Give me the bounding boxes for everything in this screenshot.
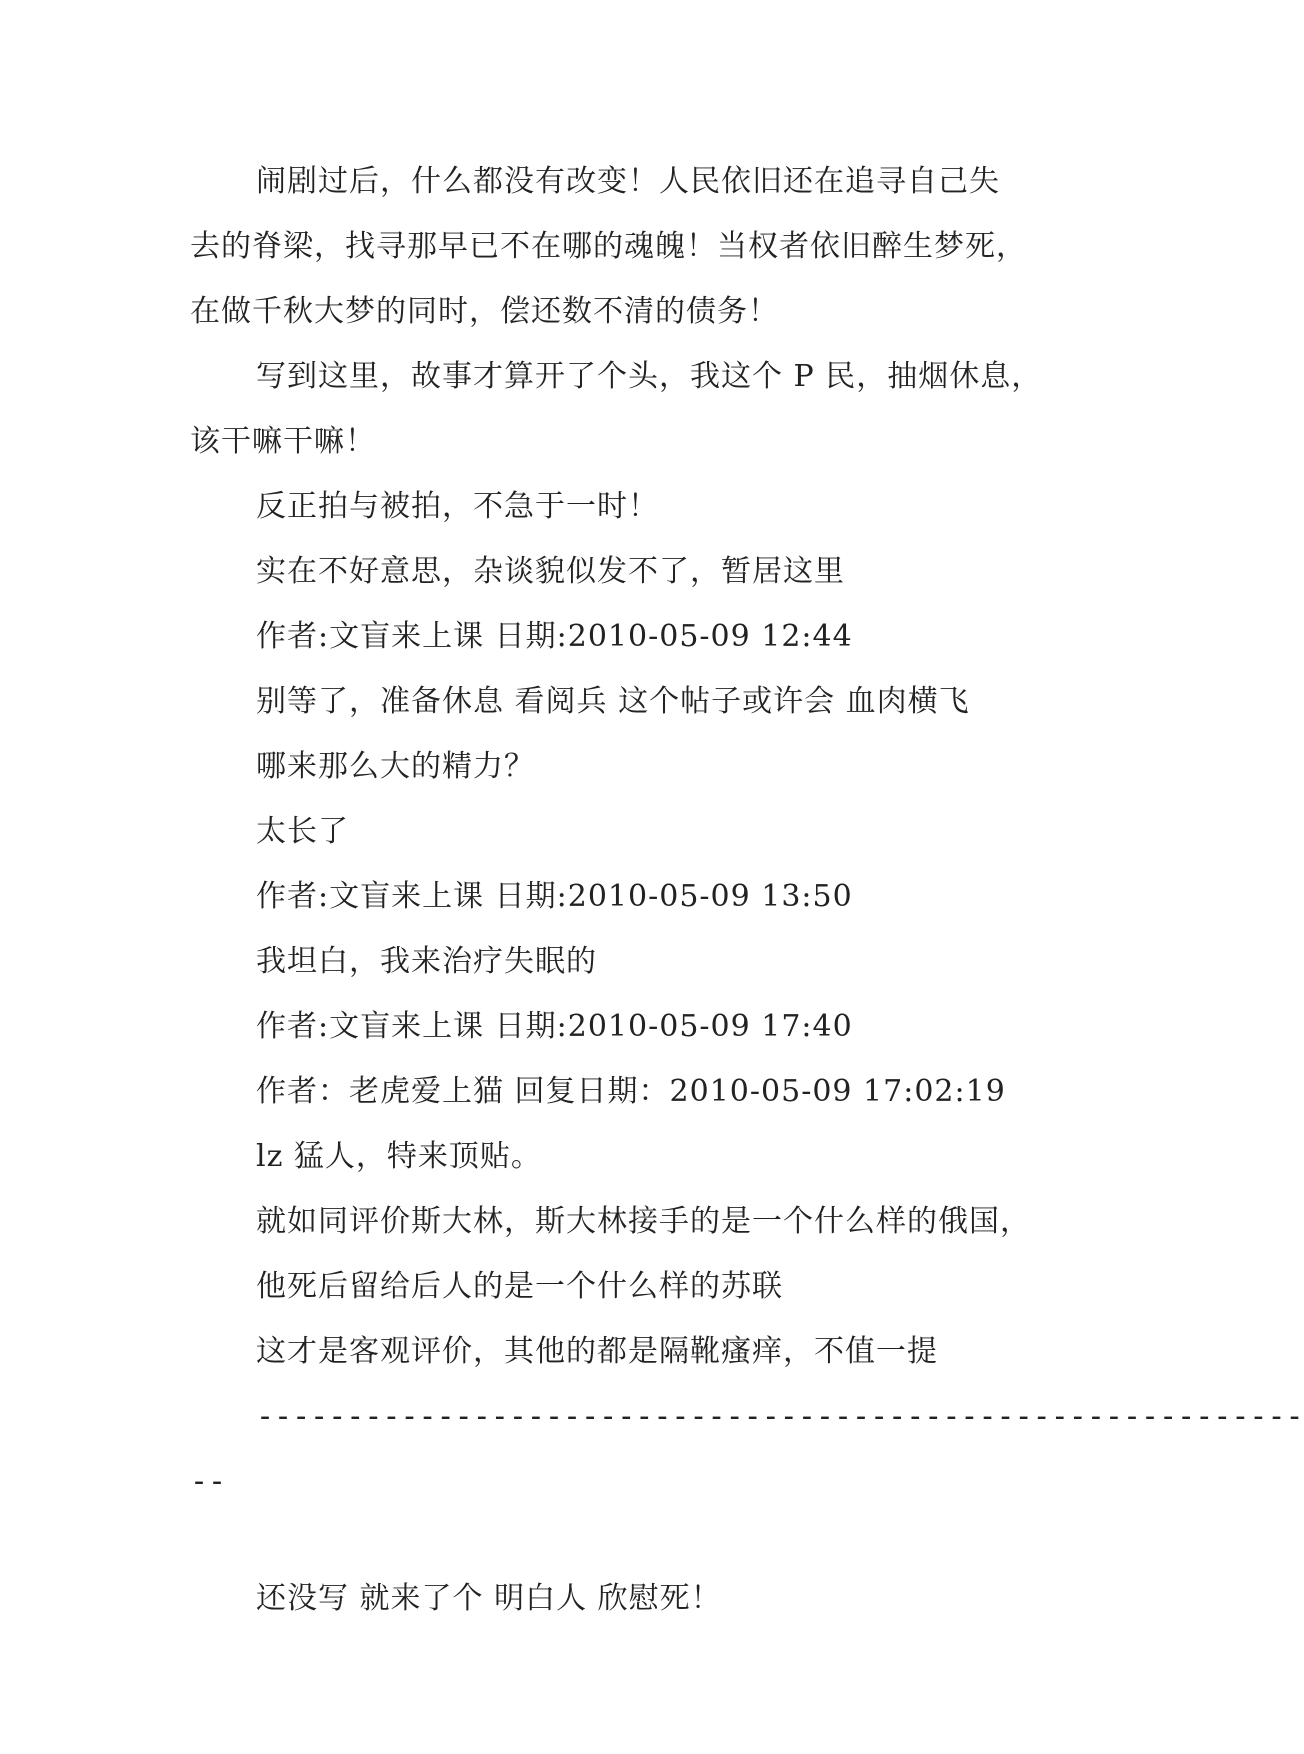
post-meta-line: 作者:文盲来上课 日期:2010-05-09 17:40 <box>256 1009 853 1044</box>
paragraph-line: lz 猛人，特来顶贴。 <box>256 1139 542 1174</box>
blank-gap <box>190 1514 1070 1566</box>
paragraph-line: 别等了，准备休息 看阅兵 这个帖子或许会 血肉横飞 <box>256 684 970 719</box>
post-meta-line: 作者:文盲来上课 日期:2010-05-09 13:50 <box>256 879 853 914</box>
paragraph-line: 在做千秋大梦的同时，偿还数不清的债务！ <box>190 294 779 329</box>
paragraph-line: 实在不好意思，杂谈貌似发不了，暂居这里 <box>256 554 845 589</box>
post-meta-line: 作者:文盲来上课 日期:2010-05-09 12:44 <box>256 619 853 654</box>
paragraph-line: 我坦白，我来治疗失眠的 <box>256 944 597 979</box>
paragraph-line: 去的脊梁，找寻那早已不在哪的魂魄！当权者依旧醉生梦死， <box>190 229 1027 264</box>
paragraph-line: 太长了 <box>256 814 349 849</box>
paragraph-line: 这才是客观评价，其他的都是隔靴瘙痒，不值一提 <box>256 1334 938 1369</box>
paragraph-line: 还没写 就来了个 明白人 欣慰死！ <box>256 1581 722 1616</box>
paragraph-line: 闹剧过后，什么都没有改变！人民依旧还在追寻自己失 <box>256 164 1000 199</box>
paragraph-line: 该干嘛干嘛！ <box>190 424 376 459</box>
paragraph-line: 他死后留给后人的是一个什么样的苏联 <box>256 1269 783 1304</box>
separator-dashes-wrap: -- <box>190 1464 227 1499</box>
reply-meta-line: 作者：老虎爱上猫 回复日期：2010-05-09 17:02:19 <box>256 1074 1006 1109</box>
paragraph-line: 哪来那么大的精力？ <box>256 749 535 784</box>
separator-dashes: ---------------------------------------------------------- <box>256 1399 1304 1434</box>
paragraph-line: 就如同评价斯大林，斯大林接手的是一个什么样的俄国， <box>256 1204 1031 1239</box>
paragraph-line: 反正拍与被拍，不急于一时！ <box>256 489 659 524</box>
document-body <box>190 149 1304 1631</box>
paragraph-line: 写到这里，故事才算开了个头，我这个 P 民，抽烟休息， <box>256 359 1043 394</box>
